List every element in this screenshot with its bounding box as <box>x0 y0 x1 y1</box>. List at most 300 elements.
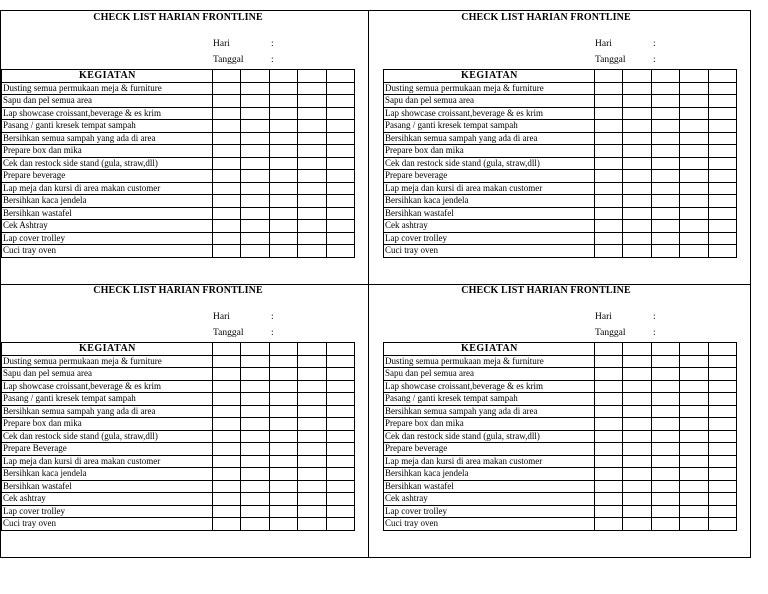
check-cell[interactable] <box>212 157 240 170</box>
check-cell[interactable] <box>623 405 651 418</box>
check-cell[interactable] <box>651 157 679 170</box>
check-cell[interactable] <box>708 405 736 418</box>
check-cell[interactable] <box>708 468 736 481</box>
check-cell[interactable] <box>651 170 679 183</box>
check-cell[interactable] <box>326 245 354 258</box>
check-cell[interactable] <box>680 468 708 481</box>
table-row <box>2 380 355 393</box>
check-cell[interactable] <box>680 132 708 145</box>
check-cell[interactable] <box>680 505 708 518</box>
check-cell[interactable] <box>269 393 297 406</box>
check-cell[interactable] <box>708 245 736 258</box>
check-cell[interactable] <box>326 468 354 481</box>
check-cell[interactable] <box>594 157 622 170</box>
check-cell[interactable] <box>241 455 269 468</box>
check-cell[interactable] <box>269 220 297 233</box>
check-cell[interactable] <box>298 82 326 95</box>
check-cell[interactable] <box>212 170 240 183</box>
check-cell[interactable] <box>269 145 297 158</box>
check-cell[interactable] <box>298 518 326 531</box>
check-cell[interactable] <box>594 380 622 393</box>
check-cell[interactable] <box>326 455 354 468</box>
check-cell[interactable] <box>326 355 354 368</box>
check-cell[interactable] <box>651 505 679 518</box>
check-cell[interactable] <box>326 518 354 531</box>
check-cell[interactable] <box>298 480 326 493</box>
check-cell[interactable] <box>326 405 354 418</box>
check-cell[interactable] <box>708 207 736 220</box>
check-cell[interactable] <box>212 518 240 531</box>
task-label: Sapu dan pel semua area <box>384 368 595 381</box>
check-cell[interactable] <box>708 145 736 158</box>
check-cell[interactable] <box>623 245 651 258</box>
check-cell[interactable] <box>708 220 736 233</box>
check-cell[interactable] <box>594 170 622 183</box>
check-cell[interactable] <box>326 82 354 95</box>
check-cell[interactable] <box>212 145 240 158</box>
check-cell[interactable] <box>623 393 651 406</box>
check-cell[interactable] <box>680 493 708 506</box>
check-cell[interactable] <box>651 380 679 393</box>
check-cell[interactable] <box>623 443 651 456</box>
check-cell[interactable] <box>212 443 240 456</box>
check-cell[interactable] <box>269 157 297 170</box>
check-cell[interactable] <box>269 170 297 183</box>
check-cell[interactable] <box>298 468 326 481</box>
check-cell[interactable] <box>651 405 679 418</box>
check-cell[interactable] <box>623 145 651 158</box>
check-cell[interactable] <box>594 368 622 381</box>
check-cell[interactable] <box>212 430 240 443</box>
check-cell[interactable] <box>241 380 269 393</box>
check-cell[interactable] <box>651 393 679 406</box>
check-cell[interactable] <box>708 443 736 456</box>
check-cell[interactable] <box>241 145 269 158</box>
check-cell[interactable] <box>651 518 679 531</box>
check-cell[interactable] <box>594 505 622 518</box>
check-cell[interactable] <box>241 220 269 233</box>
check-cell[interactable] <box>594 455 622 468</box>
check-cell[interactable] <box>212 82 240 95</box>
check-cell[interactable] <box>298 493 326 506</box>
check-cell[interactable] <box>241 468 269 481</box>
check-cell[interactable] <box>326 145 354 158</box>
check-cell[interactable] <box>651 132 679 145</box>
task-label: Bersihkan wastafel <box>384 207 595 220</box>
check-cell[interactable] <box>326 95 354 108</box>
check-cell[interactable] <box>623 182 651 195</box>
check-cell[interactable] <box>212 182 240 195</box>
table-row <box>384 505 737 518</box>
check-cell[interactable] <box>680 405 708 418</box>
check-cell[interactable] <box>241 107 269 120</box>
check-cell[interactable] <box>212 380 240 393</box>
task-label: Dusting semua permukaan meja & furniture <box>2 82 213 95</box>
check-cell[interactable] <box>269 493 297 506</box>
check-cell[interactable] <box>708 480 736 493</box>
check-cell[interactable] <box>594 82 622 95</box>
check-cell[interactable] <box>651 418 679 431</box>
check-cell[interactable] <box>269 405 297 418</box>
check-cell[interactable] <box>212 368 240 381</box>
check-cell[interactable] <box>241 393 269 406</box>
check-cell[interactable] <box>298 207 326 220</box>
check-cell[interactable] <box>708 368 736 381</box>
check-cell[interactable] <box>326 368 354 381</box>
check-cell[interactable] <box>241 170 269 183</box>
check-cell[interactable] <box>651 430 679 443</box>
check-cell[interactable] <box>651 468 679 481</box>
check-cell[interactable] <box>651 480 679 493</box>
check-cell[interactable] <box>623 220 651 233</box>
check-cell[interactable] <box>651 443 679 456</box>
check-cell[interactable] <box>594 443 622 456</box>
check-cell[interactable] <box>241 418 269 431</box>
task-label: Pasang / ganti kresek tempat sampah <box>384 120 595 133</box>
check-cell[interactable] <box>269 120 297 133</box>
check-cell[interactable] <box>298 418 326 431</box>
check-cell[interactable] <box>212 245 240 258</box>
check-cell[interactable] <box>212 455 240 468</box>
check-cell[interactable] <box>623 132 651 145</box>
check-cell[interactable] <box>708 355 736 368</box>
check-cell[interactable] <box>623 418 651 431</box>
check-cell[interactable] <box>623 518 651 531</box>
check-cell[interactable] <box>326 107 354 120</box>
check-cell[interactable] <box>651 145 679 158</box>
check-cell[interactable] <box>680 430 708 443</box>
check-cell[interactable] <box>269 418 297 431</box>
check-cell[interactable] <box>594 355 622 368</box>
hari-row <box>213 39 274 49</box>
check-cell[interactable] <box>623 82 651 95</box>
task-label: Bersihkan wastafel <box>2 480 213 493</box>
check-cell[interactable] <box>212 195 240 208</box>
check-cell[interactable] <box>269 380 297 393</box>
check-cell[interactable] <box>623 368 651 381</box>
task-label: Lap cover trolley <box>2 232 213 245</box>
check-cell[interactable] <box>594 120 622 133</box>
check-cell[interactable] <box>326 157 354 170</box>
check-cell[interactable] <box>708 157 736 170</box>
check-cell[interactable] <box>241 493 269 506</box>
check-cell[interactable] <box>594 468 622 481</box>
check-cell[interactable] <box>680 95 708 108</box>
check-cell[interactable] <box>326 195 354 208</box>
check-cell[interactable] <box>241 195 269 208</box>
check-cell[interactable] <box>680 443 708 456</box>
check-cell[interactable] <box>651 207 679 220</box>
check-cell[interactable] <box>680 368 708 381</box>
check-cell[interactable] <box>326 443 354 456</box>
check-cell[interactable] <box>298 232 326 245</box>
check-cell[interactable] <box>241 405 269 418</box>
check-cell[interactable] <box>594 195 622 208</box>
check-cell[interactable] <box>298 368 326 381</box>
check-cell[interactable] <box>326 393 354 406</box>
check-cell[interactable] <box>708 182 736 195</box>
check-cell[interactable] <box>298 120 326 133</box>
check-cell[interactable] <box>708 430 736 443</box>
check-cell[interactable] <box>708 393 736 406</box>
check-cell[interactable] <box>651 95 679 108</box>
check-cell[interactable] <box>708 120 736 133</box>
check-cell[interactable] <box>241 368 269 381</box>
check-cell[interactable] <box>326 380 354 393</box>
check-cell[interactable] <box>298 170 326 183</box>
check-cell[interactable] <box>212 120 240 133</box>
check-cell[interactable] <box>326 182 354 195</box>
check-cell[interactable] <box>298 393 326 406</box>
check-cell[interactable] <box>651 493 679 506</box>
check-cell[interactable] <box>298 182 326 195</box>
check-cell[interactable] <box>680 170 708 183</box>
check-cell[interactable] <box>298 245 326 258</box>
check-cell[interactable] <box>298 380 326 393</box>
check-cell[interactable] <box>212 418 240 431</box>
check-cell[interactable] <box>269 480 297 493</box>
check-cell[interactable] <box>212 468 240 481</box>
check-cell[interactable] <box>241 430 269 443</box>
check-cell[interactable] <box>269 195 297 208</box>
check-cell[interactable] <box>594 132 622 145</box>
check-cell[interactable] <box>298 405 326 418</box>
check-cell[interactable] <box>241 355 269 368</box>
check-cell[interactable] <box>269 232 297 245</box>
check-cell[interactable] <box>241 157 269 170</box>
check-cell[interactable] <box>623 355 651 368</box>
check-cell[interactable] <box>269 468 297 481</box>
check-cell[interactable] <box>680 120 708 133</box>
check-cell[interactable] <box>241 120 269 133</box>
check-cell[interactable] <box>623 480 651 493</box>
check-cell[interactable] <box>680 380 708 393</box>
check-cell[interactable] <box>212 107 240 120</box>
checklist-bottom-left <box>1 284 355 556</box>
check-cell[interactable] <box>651 220 679 233</box>
check-cell[interactable] <box>212 207 240 220</box>
check-cell[interactable] <box>594 182 622 195</box>
check-cell[interactable] <box>651 455 679 468</box>
check-cell[interactable] <box>623 157 651 170</box>
check-cell[interactable] <box>326 505 354 518</box>
check-cell[interactable] <box>594 232 622 245</box>
check-cell[interactable] <box>212 405 240 418</box>
check-cell[interactable] <box>269 82 297 95</box>
check-cell[interactable] <box>241 245 269 258</box>
check-cell[interactable] <box>269 207 297 220</box>
check-cell[interactable] <box>708 107 736 120</box>
check-cell[interactable] <box>298 443 326 456</box>
check-cell[interactable] <box>594 430 622 443</box>
check-cell[interactable] <box>708 232 736 245</box>
check-cell[interactable] <box>623 120 651 133</box>
check-cell[interactable] <box>326 493 354 506</box>
check-cell[interactable] <box>651 355 679 368</box>
check-cell[interactable] <box>212 95 240 108</box>
check-cell[interactable] <box>651 368 679 381</box>
check-cell[interactable] <box>680 145 708 158</box>
check-cell[interactable] <box>680 220 708 233</box>
check-cell[interactable] <box>594 405 622 418</box>
check-cell[interactable] <box>623 232 651 245</box>
check-cell[interactable] <box>680 157 708 170</box>
check-cell[interactable] <box>269 505 297 518</box>
check-cell[interactable] <box>651 182 679 195</box>
check-cell[interactable] <box>708 455 736 468</box>
check-cell[interactable] <box>326 418 354 431</box>
check-cell[interactable] <box>298 455 326 468</box>
check-cell[interactable] <box>623 493 651 506</box>
check-cell[interactable] <box>680 480 708 493</box>
check-cell[interactable] <box>326 170 354 183</box>
check-cell[interactable] <box>680 418 708 431</box>
check-cell[interactable] <box>594 493 622 506</box>
check-cell[interactable] <box>594 245 622 258</box>
check-cell[interactable] <box>212 132 240 145</box>
check-cell[interactable] <box>298 195 326 208</box>
table-row <box>384 443 737 456</box>
check-cell[interactable] <box>269 182 297 195</box>
check-cell[interactable] <box>298 220 326 233</box>
check-cell[interactable] <box>298 95 326 108</box>
check-cell[interactable] <box>326 207 354 220</box>
check-cell[interactable] <box>594 207 622 220</box>
check-cell[interactable] <box>680 232 708 245</box>
check-cell[interactable] <box>708 493 736 506</box>
check-cell[interactable] <box>623 430 651 443</box>
check-cell[interactable] <box>651 245 679 258</box>
check-cell[interactable] <box>298 107 326 120</box>
check-cell[interactable] <box>708 418 736 431</box>
check-cell[interactable] <box>623 455 651 468</box>
check-cell[interactable] <box>708 82 736 95</box>
check-cell[interactable] <box>708 95 736 108</box>
check-cell[interactable] <box>241 232 269 245</box>
check-cell[interactable] <box>241 505 269 518</box>
check-cell[interactable] <box>680 355 708 368</box>
check-cell[interactable] <box>269 107 297 120</box>
check-cell[interactable] <box>298 132 326 145</box>
check-cell[interactable] <box>269 430 297 443</box>
check-cell[interactable] <box>326 430 354 443</box>
check-cell[interactable] <box>680 195 708 208</box>
check-cell[interactable] <box>594 418 622 431</box>
check-cell[interactable] <box>594 145 622 158</box>
check-cell[interactable] <box>708 380 736 393</box>
check-cell[interactable] <box>623 505 651 518</box>
check-cell[interactable] <box>708 505 736 518</box>
check-cell[interactable] <box>708 170 736 183</box>
check-cell[interactable] <box>594 480 622 493</box>
hari-colon: : <box>271 39 274 49</box>
check-cell[interactable] <box>623 170 651 183</box>
check-cell[interactable] <box>241 132 269 145</box>
check-cell[interactable] <box>269 245 297 258</box>
check-cell[interactable] <box>326 120 354 133</box>
check-cell[interactable] <box>651 120 679 133</box>
check-cell[interactable] <box>212 220 240 233</box>
check-cell[interactable] <box>594 107 622 120</box>
check-cell[interactable] <box>708 132 736 145</box>
check-cell[interactable] <box>594 220 622 233</box>
check-cell[interactable] <box>680 245 708 258</box>
check-cell[interactable] <box>298 505 326 518</box>
check-cell[interactable] <box>326 232 354 245</box>
check-cell[interactable] <box>680 82 708 95</box>
check-cell[interactable] <box>326 132 354 145</box>
kegiatan-header: KEGIATAN <box>384 70 595 83</box>
table-row <box>384 468 737 481</box>
check-cell[interactable] <box>241 443 269 456</box>
check-cell[interactable] <box>269 443 297 456</box>
check-cell[interactable] <box>241 207 269 220</box>
check-cell[interactable] <box>651 107 679 120</box>
check-cell[interactable] <box>241 82 269 95</box>
check-cell[interactable] <box>298 157 326 170</box>
check-cell[interactable] <box>241 182 269 195</box>
check-cell[interactable] <box>594 518 622 531</box>
check-cell[interactable] <box>241 518 269 531</box>
check-cell[interactable] <box>212 232 240 245</box>
check-cell[interactable] <box>212 493 240 506</box>
check-cell[interactable] <box>680 455 708 468</box>
check-cell[interactable] <box>298 145 326 158</box>
check-cell[interactable] <box>326 220 354 233</box>
check-cell[interactable] <box>212 393 240 406</box>
check-cell[interactable] <box>241 95 269 108</box>
check-cell[interactable] <box>680 182 708 195</box>
check-cell[interactable] <box>623 107 651 120</box>
check-cell[interactable] <box>212 480 240 493</box>
check-cell[interactable] <box>269 355 297 368</box>
check-cell[interactable] <box>298 430 326 443</box>
header-check-cell <box>298 70 326 83</box>
check-cell[interactable] <box>326 480 354 493</box>
check-cell[interactable] <box>269 95 297 108</box>
task-label: Dusting semua permukaan meja & furniture <box>2 355 213 368</box>
check-cell[interactable] <box>708 518 736 531</box>
check-cell[interactable] <box>680 107 708 120</box>
check-cell[interactable] <box>269 132 297 145</box>
tanggal-colon: : <box>271 55 274 65</box>
check-cell[interactable] <box>269 368 297 381</box>
tanggal-label: Tanggal <box>213 55 244 65</box>
check-cell[interactable] <box>708 195 736 208</box>
header-check-cell <box>212 343 240 356</box>
check-cell[interactable] <box>651 82 679 95</box>
check-cell[interactable] <box>623 95 651 108</box>
check-cell[interactable] <box>241 480 269 493</box>
check-cell[interactable] <box>269 518 297 531</box>
check-cell[interactable] <box>623 207 651 220</box>
check-cell[interactable] <box>594 95 622 108</box>
check-cell[interactable] <box>623 195 651 208</box>
check-cell[interactable] <box>298 355 326 368</box>
check-cell[interactable] <box>212 505 240 518</box>
check-cell[interactable] <box>623 468 651 481</box>
check-cell[interactable] <box>212 355 240 368</box>
check-cell[interactable] <box>680 207 708 220</box>
check-cell[interactable] <box>651 232 679 245</box>
check-cell[interactable] <box>680 518 708 531</box>
check-cell[interactable] <box>680 393 708 406</box>
table-header-row <box>384 343 737 356</box>
check-cell[interactable] <box>269 455 297 468</box>
check-cell[interactable] <box>594 393 622 406</box>
check-cell[interactable] <box>651 195 679 208</box>
check-cell[interactable] <box>623 380 651 393</box>
